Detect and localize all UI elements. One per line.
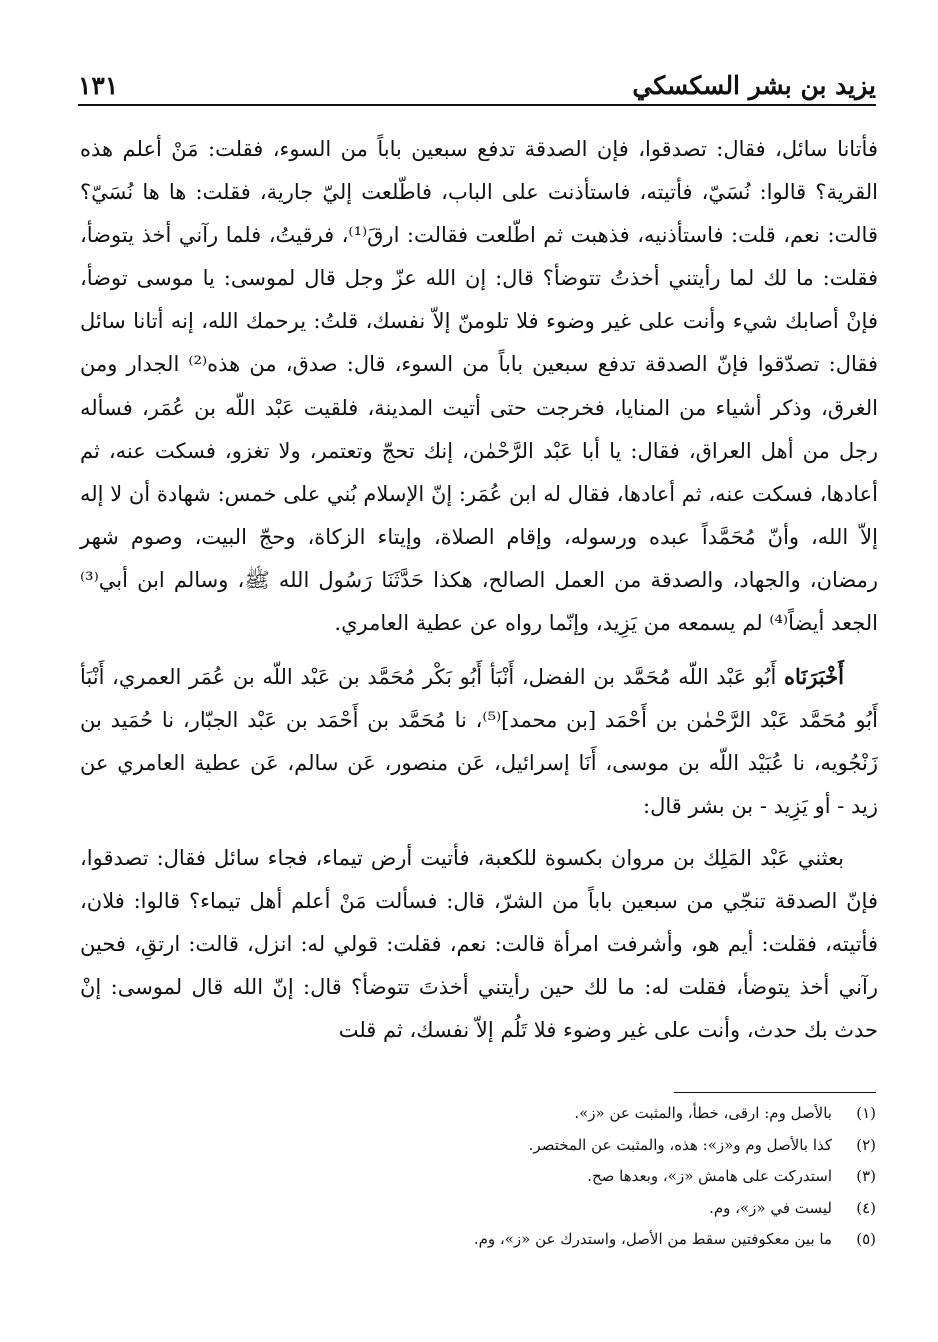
footnote-2	[200, 1130, 876, 1162]
running-head-title: يزيد بن بشر السكسكي	[632, 71, 876, 100]
footnote-separator	[674, 1092, 876, 1093]
paragraph-2	[80, 655, 878, 828]
footnote-5	[200, 1224, 876, 1256]
footnote-number: (٣)	[856, 1167, 876, 1185]
paragraph-2-text: أَبُو عَبْد اللّه مُحَمَّد بن الفضل، أَنْبَأ أَبُو بَكْر مُحَمَّد بن عَبْد اللّه بن عُمَر العمري، أَنْبَأ أَبُو مُحَمَّد عَبْد الرَّحْمٰن بن أَحْمَد [بن محمد]⁽⁵⁾، نا مُحَمَّد بن أَحْمَد بن عَبْد الجبّار، نا حُمَيد بن زَنْجُويه، نا عُبَيْد اللّه بن موسى، أَنَا إسرائيل، عَن منصور، عَن سالم، عَن عطية العامري عن زيد - أو يَزِيد - بن بشر قال:	[80, 665, 878, 819]
footnote-text: استدركت على هامش «ز»، وبعدها صح.	[587, 1167, 832, 1185]
footnote-4	[200, 1193, 876, 1225]
footnote-number: (١)	[856, 1104, 876, 1122]
footnote-text: كذا بالأصل وم و«ز»: هذه، والمثبت عن المختصر.	[528, 1135, 832, 1154]
footnotes	[200, 1098, 876, 1256]
page-number: ١٣١	[78, 71, 119, 100]
footnote-number: (٥)	[856, 1230, 876, 1248]
main-text	[80, 128, 878, 1052]
footnote-text: ليست في «ز»، وم.	[709, 1198, 832, 1217]
footnote-text: بالأصل وم: ارقى، خطأ، والمثبت عن «ز».	[574, 1104, 832, 1122]
header-rule	[78, 104, 876, 106]
footnote-text: ما بين معكوفتين سقط من الأصل، واستدرك عن «ز»، وم.	[473, 1230, 832, 1248]
footnote-3	[200, 1161, 876, 1193]
footnote-1	[200, 1098, 876, 1130]
paragraph-1: فأتانا سائل، فقال: تصدقوا، فإن الصدقة تدفع سبعين باباً من السوء، فقلت: مَنْ أعلم هذه القرية؟ قالوا: نُسَيّ، فأتيته، فاستأذنت على الباب، فاطّلعت إليّ جارية، فقلت: ها ها نُسَيّ؟ قالت: نعم، قلت: فاستأذنيه، فذهبت ثم اطّلعت فقالت: ارقَ⁽¹⁾، فرقيتُ، فلما رآني أخذ يتوضأ، فقلت: ما لك لما رأيتني أخذتُ تتوضأ؟ قال: إن الله عزّ وجل قال لموسى: يا موسى توضأ، فإنْ أصابك شيء وأنت على غير وضوء فلا تلومنّ إلاّ نفسك، قلتُ: يرحمك الله، إنه أتانا سائل فقال: تصدّقوا فإنّ الصدقة تدفع سبعين باباً من السوء، قال: صدق، من هذه⁽²⁾ الجدار ومن الغرق، وذكر أشياء من المنايا، فخرجت حتى أتيت المدينة، فلقيت عَبْد اللّه بن عُمَر، فسأله رجل من أهل العراق، فقال: يا أبا عَبْد الرَّحْمٰن، إنك تحجّ وتعتمر، ولا تغزو، فسكت عنه، ثم أعادها، فسكت عنه، ثم أعادها، فقال له ابن عُمَر: إنّ الإسلام بُني على خمس: شهادة أن لا إله إلاّ الله، وأنّ مُحَمَّداً عبده ورسوله، وإقام الصلاة، وإيتاء الزكاة، وحجّ البيت، وصوم شهر رمضان، والجهاد، والصدقة من العمل الصالح، هكذا حَدَّثَنَا رَسُول الله ﷺ، وسالم ابن أبي⁽³⁾ الجعد أيضاً⁽⁴⁾ لم يسمعه من يَزِيد، وإنّما رواه عن عطية العامري.	[80, 137, 879, 636]
paragraph-3: بعثني عَبْد المَلِك بن مروان بكسوة للكعبة، فأتيت أرض تيماء، فجاء سائل فقال: تصدقوا، فإنّ الصدقة تنجّي من سبعين باباً من الشرّ، قال: فسألت مَنْ أعلم أهل تيماء؟ قالوا: فلان، فأتيته، فقلت: أيم هو، وأشرفت امرأة قالت: نعم، فقلت: قولي له: انزل، قالت: ارتقِ، فحين رآني أخذ يتوضأ، فقلت له: ما لك حين رأيتني أخذتَ تتوضأ؟ قال: إنّ الله قال لموسى: إنْ حدث بك حدث، وأنت على غير وضوء فلا تَلُم إلاّ نفسك، ثم قلت	[80, 845, 878, 1042]
footnote-number: (٢)	[856, 1135, 876, 1154]
footnote-number: (٤)	[856, 1198, 876, 1217]
paragraph-2-lead-word: أَخْبَرَنَاه	[784, 664, 844, 690]
running-head	[78, 58, 876, 98]
